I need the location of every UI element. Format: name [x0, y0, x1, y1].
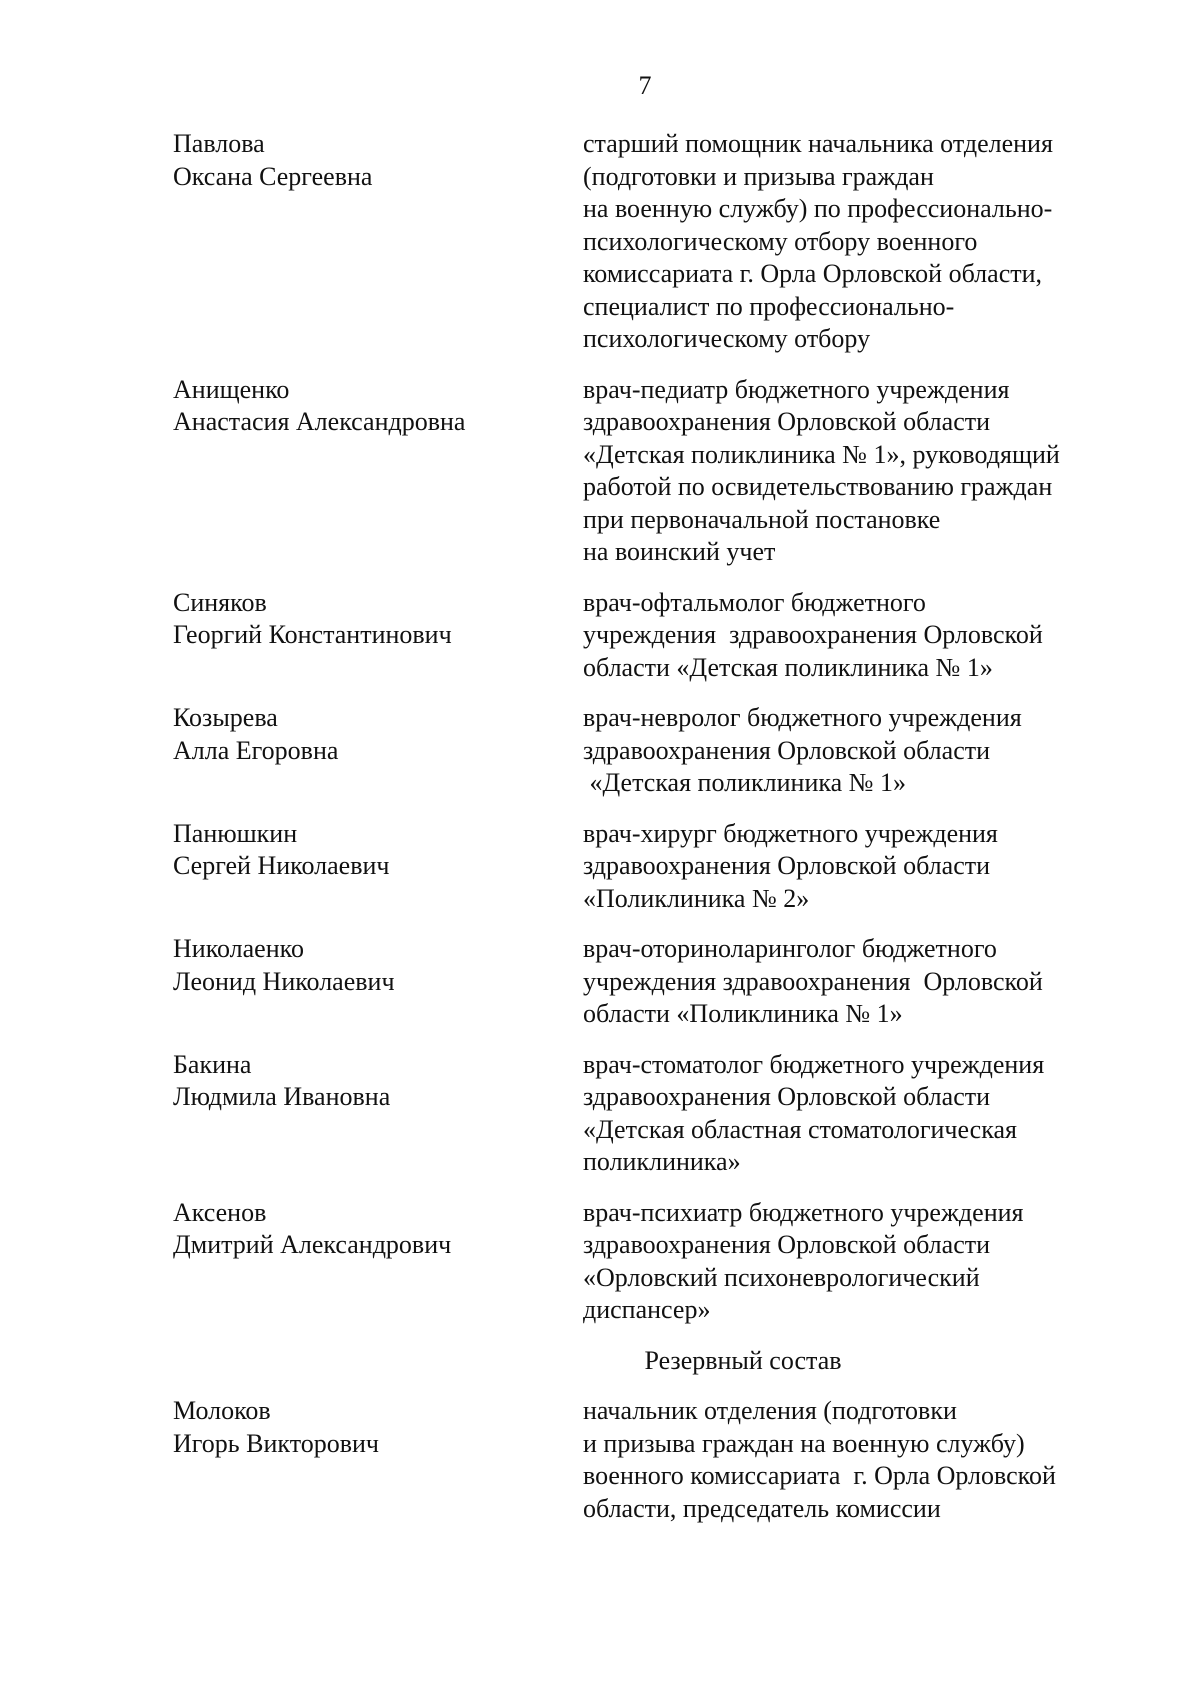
member-entry [173, 587, 1173, 685]
member-role-line: области, председатель комиссии [583, 1493, 941, 1523]
member-entry [173, 1049, 1173, 1179]
member-entry [173, 128, 1173, 356]
member-role-line: здравоохранения Орловской области [583, 851, 991, 880]
member-role-line: на военную службу) по профессионально- [583, 194, 1053, 223]
member-entry [173, 1197, 1173, 1327]
member-role-line: при первоначальной постановке [583, 504, 941, 534]
member-role-line: врач-невролог бюджетного учреждения [583, 703, 1022, 732]
member-role-line: диспансер» [583, 1295, 711, 1324]
reserve-heading: Резервный состав [644, 1345, 842, 1375]
reserve-members-list [173, 1395, 1173, 1525]
member-role-line: врач-стоматолог бюджетного учреждения [583, 1049, 1045, 1079]
member-role-line: «Детская поликлиника № 1» [583, 768, 906, 797]
member-surname: Павлова [173, 129, 265, 158]
member-name [173, 1395, 583, 1525]
member-entry [173, 702, 1173, 800]
member-role-line: учреждения здравоохранения Орловской [583, 966, 1043, 996]
member-given-names: Оксана Сергеевна [173, 161, 373, 191]
member-role-line: «Поликлиника № 2» [583, 883, 810, 913]
member-name [173, 374, 583, 569]
member-name [173, 587, 583, 685]
member-role-line: учреждения здравоохранения Орловской [583, 620, 1043, 649]
member-role [583, 702, 1123, 800]
member-surname: Бакина [173, 1049, 252, 1079]
member-surname: Панюшкин [173, 818, 298, 848]
member-role [583, 128, 1123, 356]
member-given-names: Дмитрий Александрович [173, 1230, 452, 1259]
member-surname: Аксенов [173, 1197, 267, 1227]
member-role-line: психологическому отбору [583, 324, 871, 353]
member-entry [173, 1395, 1173, 1525]
member-role-line: «Орловский психоневрологический [583, 1262, 980, 1292]
member-role [583, 587, 1123, 685]
member-role-line: старший помощник начальника отделения [583, 129, 1053, 158]
member-role-line: на воинский учет [583, 537, 776, 566]
member-role-line: врач-педиатр бюджетного учреждения [583, 374, 1010, 404]
member-role-line: поликлиника» [583, 1147, 741, 1176]
member-surname: Анищенко [173, 374, 290, 404]
member-role-line: специалист по профессионально- [583, 291, 955, 321]
member-role-line: врач-хирург бюджетного учреждения [583, 818, 998, 848]
member-role [583, 374, 1123, 569]
member-given-names: Людмила Ивановна [173, 1082, 391, 1111]
member-role-line: врач-офтальмолог бюджетного [583, 587, 926, 617]
member-name [173, 1197, 583, 1327]
member-name [173, 1049, 583, 1179]
member-role [583, 933, 1123, 1031]
member-role-line: здравоохранения Орловской области [583, 735, 991, 765]
member-role-line: начальник отделения (подготовки [583, 1396, 957, 1425]
member-given-names: Анастасия Александровна [173, 407, 466, 436]
main-members-list [173, 128, 1173, 1327]
member-role-line: психологическому отбору военного [583, 226, 978, 256]
member-surname: Синяков [173, 587, 267, 617]
member-role-line: здравоохранения Орловской области [583, 1230, 991, 1259]
member-given-names: Игорь Викторович [173, 1428, 379, 1458]
member-role [583, 1049, 1123, 1179]
member-role-line: области «Детская поликлиника № 1» [583, 652, 993, 682]
member-surname: Николаенко [173, 934, 304, 963]
member-role-line: (подготовки и призыва граждан [583, 161, 934, 191]
member-given-names: Георгий Константинович [173, 620, 452, 649]
member-name [173, 702, 583, 800]
member-surname: Молоков [173, 1396, 271, 1425]
member-entry [173, 933, 1173, 1031]
member-given-names: Алла Егоровна [173, 735, 339, 765]
member-role-line: области «Поликлиника № 1» [583, 999, 903, 1028]
member-role-line: «Детская областная стоматологическая [583, 1114, 1017, 1144]
member-surname: Козырева [173, 703, 278, 732]
member-name [173, 818, 583, 916]
member-name [173, 128, 583, 356]
member-role-line: работой по освидетельствованию граждан [583, 472, 1053, 501]
page-number: 7 [638, 71, 652, 100]
member-given-names: Леонид Николаевич [173, 966, 395, 996]
member-entry [173, 374, 1173, 569]
member-role [583, 1197, 1123, 1327]
member-role-line: здравоохранения Орловской области [583, 1082, 991, 1111]
member-role-line: и призыва граждан на военную службу) [583, 1428, 1025, 1458]
commission-list [173, 128, 1173, 1543]
member-role [583, 818, 1123, 916]
member-role-line: здравоохранения Орловской области [583, 407, 991, 436]
member-role-line: врач-оториноларинголог бюджетного [583, 934, 997, 963]
member-role-line: комиссариата г. Орла Орловской области, [583, 259, 1043, 288]
member-entry [173, 818, 1173, 916]
member-given-names: Сергей Николаевич [173, 851, 390, 880]
member-role-line: врач-психиатр бюджетного учреждения [583, 1197, 1024, 1227]
member-name [173, 933, 583, 1031]
member-role [583, 1395, 1123, 1525]
member-role-line: военного комиссариата г. Орла Орловской [583, 1461, 1056, 1490]
member-role-line: «Детская поликлиника № 1», руководящий [583, 439, 1060, 469]
